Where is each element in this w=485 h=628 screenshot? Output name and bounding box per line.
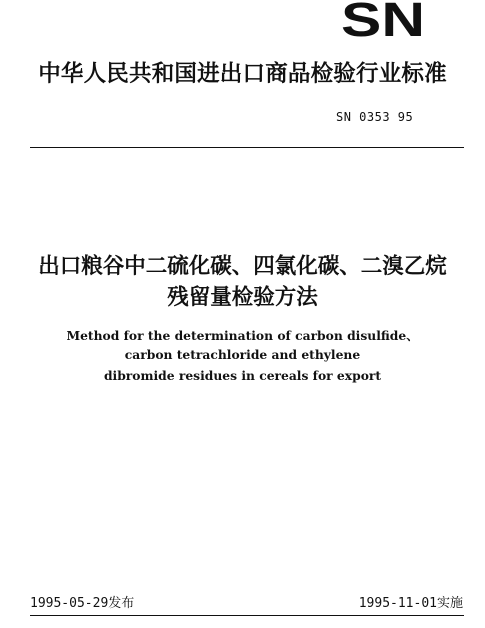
header-divider <box>30 147 464 148</box>
footer-divider <box>30 615 464 616</box>
sn-logo <box>341 0 425 40</box>
title-chinese-line-1: 出口粮谷中二硫化碳、四氯化碳、二溴乙烷 <box>38 254 447 279</box>
title-english-line-3: dibromide residues in cereals for export <box>103 368 382 383</box>
organization-title: 中华人民共和国进出口商品检验行业标准 <box>38 61 447 87</box>
sn-logo-mark <box>341 0 425 40</box>
standard-number: SN 0353 95 <box>336 110 414 124</box>
title-english-line-1: Method for the determination of carbon disulfide、 <box>66 328 419 343</box>
title-chinese-line-2: 残留量检验方法 <box>167 285 318 310</box>
effective-date: 1995-11-01实施 <box>358 596 463 611</box>
title-english-line-2: carbon tetrachloride and ethylene <box>124 347 361 362</box>
issue-date: 1995-05-29发布 <box>30 596 135 611</box>
sn-logo-text: SN <box>341 0 425 40</box>
